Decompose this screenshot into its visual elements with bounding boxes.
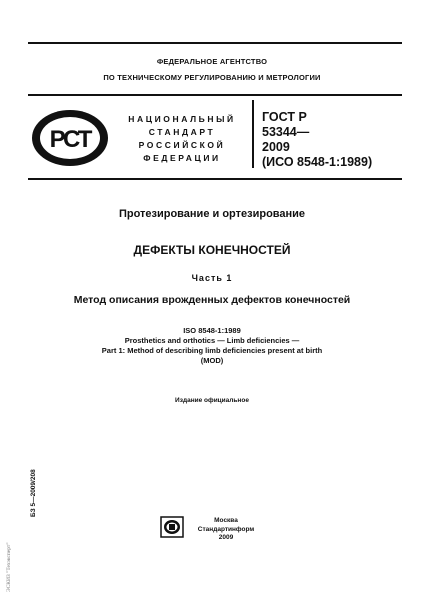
standard-rule — [28, 178, 402, 180]
edition-label: Издание официальное — [175, 397, 249, 404]
gost-line: 2009 — [262, 140, 290, 154]
english-line-1: Prosthetics and orthotics — Limb deficiencies — — [124, 336, 300, 345]
gost-line: 53344— — [262, 125, 310, 139]
mod-label: (MOD) — [200, 356, 224, 365]
publisher-year: 2009 — [218, 534, 234, 541]
rst-logo-icon — [30, 108, 110, 168]
rst-logo-text: РСТ — [49, 126, 91, 153]
gost-line: ГОСТ Р — [262, 110, 307, 124]
agency-line-1: ФЕДЕРАЛЬНОЕ АГЕНТСТВО — [156, 57, 268, 66]
national-line: СТАНДАРТ — [148, 127, 216, 137]
national-line: НАЦИОНАЛЬНЫЙ — [128, 114, 236, 124]
watermark: ЭСКИЗ "Техэксперт" — [6, 542, 12, 592]
iso-reference: ISO 8548-1:1989 — [183, 326, 241, 335]
bz-code: БЗ 5—2009/208 — [30, 469, 37, 517]
main-title: ДЕФЕКТЫ КОНЕЧНОСТЕЙ — [133, 243, 291, 257]
part-label: Часть 1 — [191, 273, 233, 283]
subtitle: Метод описания врожденных дефектов конечностей — [73, 294, 351, 306]
english-line-2: Part 1: Method of describing limb deficiencies present at birth — [101, 346, 323, 355]
english-block — [0, 326, 424, 366]
standard-divider — [252, 100, 254, 168]
standartinform-logo-icon — [160, 516, 184, 538]
subject-title: Протезирование и ортезирование — [118, 208, 306, 220]
gost-line: (ИСО 8548-1:1989) — [262, 155, 373, 169]
publisher-name: Стандартинформ — [197, 525, 255, 533]
header-rule — [28, 94, 402, 96]
national-line: ФЕДЕРАЦИИ — [143, 153, 221, 163]
national-standard-block — [118, 113, 246, 165]
publisher-block — [196, 517, 256, 543]
agency-line-2: ПО ТЕХНИЧЕСКОМУ РЕГУЛИРОВАНИЮ И МЕТРОЛОГИИ — [103, 73, 321, 82]
top-rule — [28, 42, 402, 44]
gost-number-block — [262, 110, 412, 170]
national-line: РОССИЙСКОЙ — [138, 140, 226, 150]
publisher-city: Москва — [214, 517, 238, 524]
